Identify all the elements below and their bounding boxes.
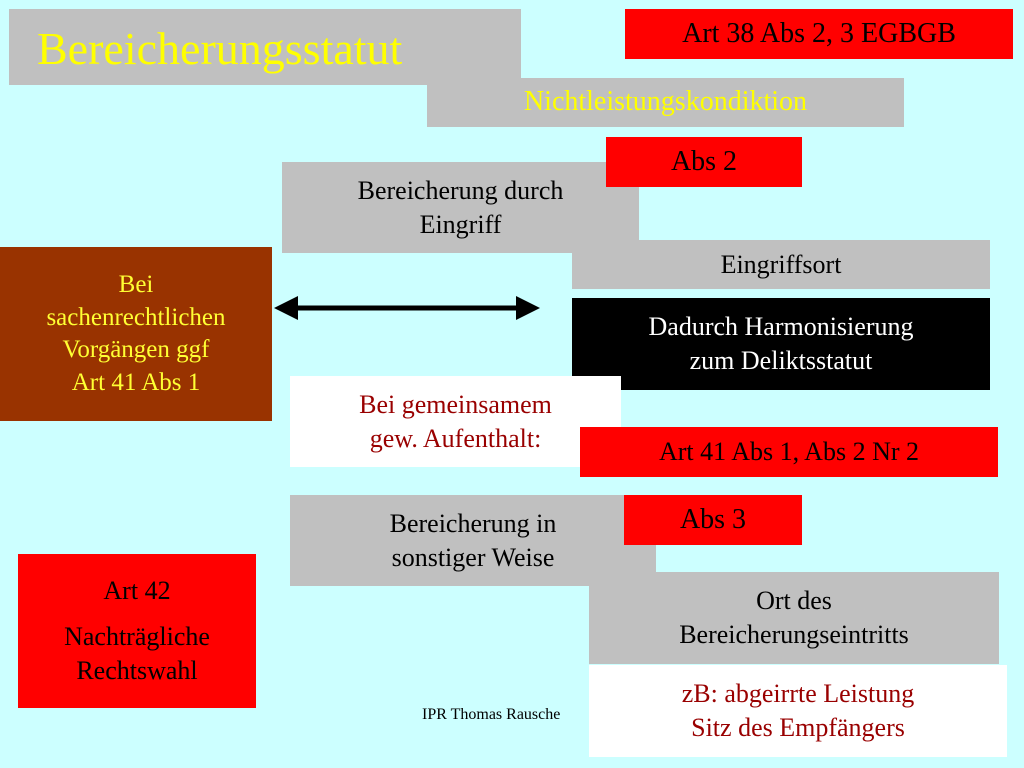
- gemeinsam-line-1: Bei gemeinsamem: [359, 389, 552, 419]
- art42-line-2: Nachträgliche: [64, 622, 210, 652]
- art42-line-1: Art 42: [103, 576, 171, 606]
- art42-line-3: Rechtswahl: [76, 655, 198, 685]
- eingriff-line-1: Bereicherung durch: [357, 175, 564, 205]
- double-arrow-icon: [272, 286, 542, 330]
- subtitle-text: Nichtleistungskondiktion: [523, 86, 808, 118]
- harmonisierung-line-1: Dadurch Harmonisierung: [648, 312, 914, 342]
- ort-line-2: Bereicherungseintritts: [679, 620, 909, 649]
- gemeinsam-box: [290, 376, 621, 467]
- eingriffsort-text: Eingriffsort: [720, 249, 842, 279]
- harmonisierung-line-2: zum Deliktsstatut: [689, 346, 873, 375]
- sachenrecht-line-4: Art 41 Abs 1: [71, 368, 201, 396]
- slide-title: [9, 9, 521, 85]
- article-reference-box: [625, 9, 1013, 59]
- sachenrecht-line-3: Vorgängen ggf: [62, 336, 210, 363]
- eingriffsort-box: [572, 240, 990, 289]
- art42-box: [18, 554, 256, 708]
- beispiel-box: [589, 665, 1007, 757]
- sonstig-line-1: Bereicherung in: [389, 508, 557, 538]
- art41-text: Art 41 Abs 1, Abs 2 Nr 2: [658, 437, 919, 467]
- eingriff-line-2: Eingriff: [419, 209, 502, 239]
- subtitle-box: [427, 78, 904, 127]
- beispiel-line-1: zB: abgeirrte Leistung: [681, 679, 915, 709]
- sachenrecht-line-2: sachenrechtlichen: [46, 303, 226, 331]
- article-reference-text: Art 38 Abs 2, 3 EGBGB: [682, 17, 956, 49]
- sachenrecht-box: [0, 247, 272, 421]
- sonstig-line-2: sonstiger Weise: [391, 542, 555, 572]
- art41-box: [580, 427, 998, 477]
- title-text: Bereicherungsstatut: [37, 23, 403, 74]
- sachenrecht-line-1: Bei: [118, 271, 154, 298]
- footer-text: IPR Thomas Rausche: [422, 706, 561, 723]
- abs3-box: [624, 495, 802, 545]
- ort-box: [589, 572, 999, 664]
- abs3-text: Abs 3: [679, 503, 747, 535]
- harmonisierung-box: [572, 298, 990, 390]
- abs2-text: Abs 2: [670, 145, 738, 177]
- beispiel-line-2: Sitz des Empfängers: [691, 713, 905, 742]
- abs2-box: [606, 137, 802, 187]
- gemeinsam-line-2: gew. Aufenthalt:: [369, 423, 542, 453]
- ort-line-1: Ort des: [756, 586, 832, 616]
